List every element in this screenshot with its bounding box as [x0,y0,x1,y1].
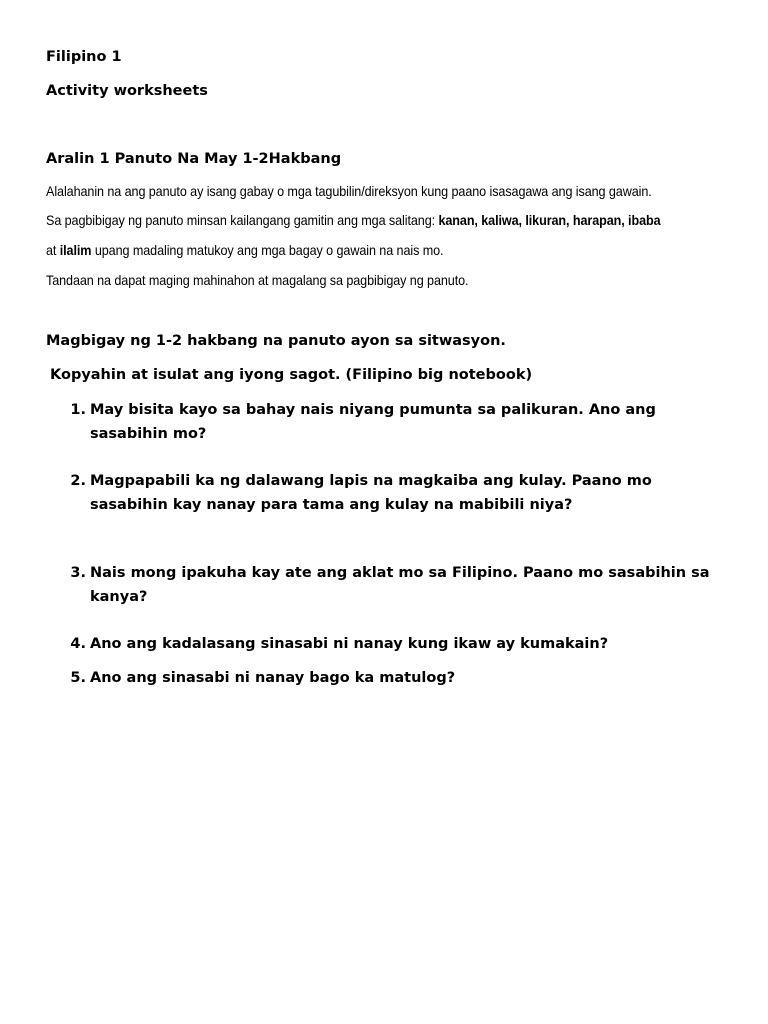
direction-word-ilalim: ilalim [59,242,92,258]
subject-heading: Filipino 1 [46,49,122,65]
question-text: Nais mong ipakuha kay ate ang aklat mo sa Filipino. Paano mo sasabihin sa kanya? [90,565,710,605]
lesson-paragraph-line-1: Alalahanin na ang panuto ay isang gabay o mga tagubilin/direksyon kung paano isasagawa ang isang gawain. [46,183,652,199]
question-item-2 [68,469,728,517]
question-text: Ano ang kadalasang sinasabi ni nanay kung ikaw ay kumakain? [90,636,609,652]
question-item-3 [68,561,728,609]
question-number: 1. [70,402,86,418]
lesson-paragraph-line-2 [46,210,661,230]
lesson-title: Aralin 1 Panuto Na May 1-2Hakbang [46,151,342,167]
lesson-line-3-suffix: upang madaling matukoy ang mga bagay o gawain na nais mo. [91,242,444,258]
direction-words: kanan, kaliwa, likuran, harapan, ibaba [438,212,661,228]
question-text: Ano ang sinasabi ni nanay bago ka matulog? [90,670,456,686]
lesson-line-3-prefix: at [46,242,60,258]
question-text: May bisita kayo sa bahay nais niyang pumunta sa palikuran. Ano ang sasabihin mo? [90,402,656,442]
question-number: 4. [70,636,86,652]
activity-instruction: Magbigay ng 1-2 hakbang na panuto ayon sa sitwasyon. [46,333,506,349]
question-number: 2. [70,473,86,489]
worksheet-subtitle: Activity worksheets [46,83,208,99]
activity-sub-instruction: Kopyahin at isulat ang iyong sagot. (Filipino big notebook) [50,367,533,383]
question-item-1 [68,398,728,446]
question-number: 3. [70,565,86,581]
lesson-line-2-text: Sa pagbibigay ng panuto minsan kailangang gamitin ang mga salitang: [46,212,439,228]
question-item-4 [68,632,728,656]
lesson-paragraph-line-3 [46,240,443,260]
lesson-paragraph-line-4: Tandaan na dapat maging mahinahon at magalang sa pagbibigay ng panuto. [46,272,469,288]
question-number: 5. [70,670,86,686]
question-text: Magpapabili ka ng dalawang lapis na magkaiba ang kulay. Paano mo sasabihin kay nanay para tama ang kulay na mabibili niya? [90,473,652,513]
question-item-5 [68,666,728,690]
